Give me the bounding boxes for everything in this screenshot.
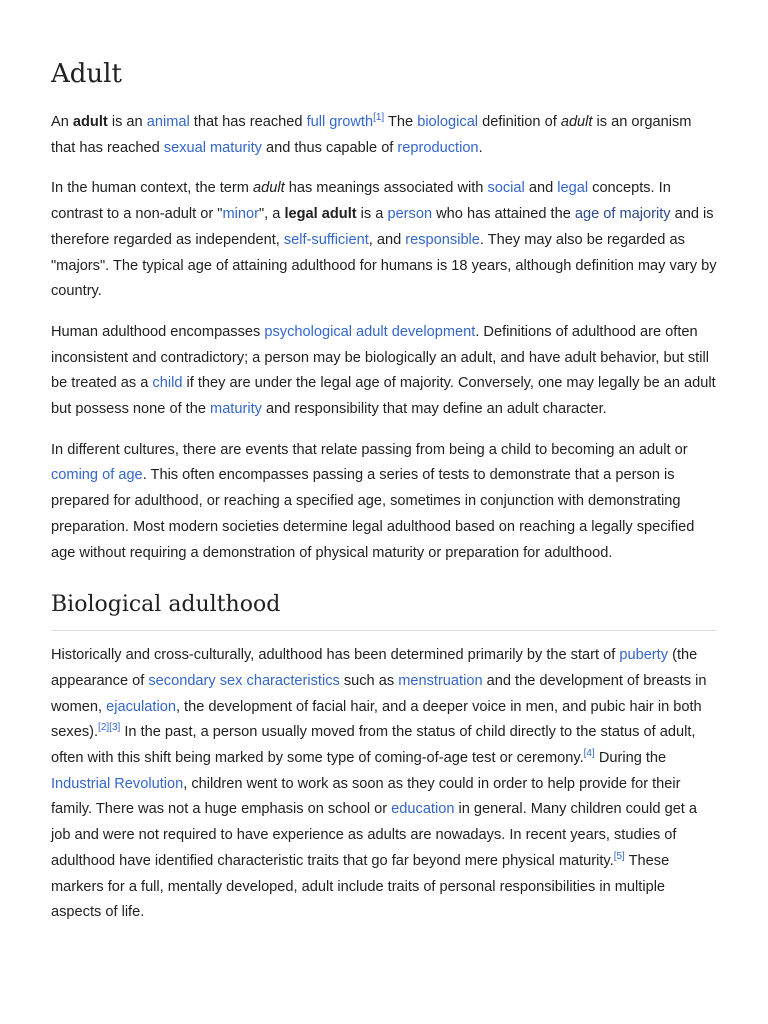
reference-1[interactable]: [1]	[373, 112, 385, 124]
link-coming-of-age[interactable]: coming of age	[51, 467, 143, 484]
page-title: Adult	[51, 59, 122, 89]
link-child[interactable]: child	[152, 375, 183, 392]
intro-paragraph-3: Human adulthood encompasses psychological adult development. Definitions of adulthood are often inconsistent and contradictory; a person may be biologically an adult, and have adult behavior, but still be treated as a child if they are under the legal age of majority. Conversely, one may legally be an adult but possess none of the maturity and responsibility that may define an adult character.	[51, 323, 716, 418]
section-heading: Biological adulthood	[51, 590, 717, 631]
intro-paragraph-4: In different cultures, there are events that relate passing from being a child to becoming an adult or coming of age. This often encompasses passing a series of tests to demonstrate that a person is prepared for adulthood, or reaching a specified age, sometimes in conjunction with demonstrating preparation. Most modern societies determine legal adulthood based on reaching a legally specified age without requiring a demonstration of physical maturity or preparation for adulthood.	[51, 441, 695, 561]
section-paragraph-1: Historically and cross-culturally, adulthood has been determined primarily by the start of puberty (the appearance of secondary sex characteristics such as menstruation and the development of breasts in women, ejaculation, the development of facial hair, and a deeper voice in men, and pubic hair in both sexes).[2][3] In the past, a person usually moved from the status of child directly to the status of adult, often with this shift being marked by some type of coming-of-age test or ceremony.[4] During the Industrial Revolution, children went to work as soon as they could in order to help provide for their family. There was not a huge emphasis on school or education in general. Many children could get a job and were not required to have experience as adults are nowadays. In recent years, studies of adulthood have identified characteristic traits that go far beyond mere physical maturity.[5] These markers for a full, mentally developed, adult include traits of personal responsibilities in multiple aspects of life.	[51, 647, 707, 921]
italic-term-adult: adult	[253, 180, 285, 197]
reference-3[interactable]: [3]	[109, 722, 121, 734]
intro-paragraph-2: In the human context, the term adult has meanings associated with social and legal concepts. In contrast to a non-adult or "minor", a legal adult is a person who has attained the age of majority and is therefore regarded as independent, self-sufficient, and responsible. They may also be regarded as "majors". The typical age of attaining adulthood for humans is 18 years, although definition may vary by country.	[51, 180, 717, 300]
link-ejaculation[interactable]: ejaculation	[106, 698, 176, 715]
bold-term-legal-adult: legal adult	[284, 206, 357, 223]
link-secondary-sex-characteristics[interactable]: secondary sex characteristics	[148, 672, 340, 689]
bold-term-adult: adult	[72, 114, 108, 130]
reference-5[interactable]: [5]	[613, 851, 625, 863]
link-sexual-maturity[interactable]: sexual maturity	[163, 139, 262, 156]
link-reproduction[interactable]: reproduction	[397, 139, 479, 156]
link-responsible[interactable]: responsible	[405, 231, 480, 248]
link-minor[interactable]: minor	[222, 206, 259, 223]
link-maturity[interactable]: maturity	[210, 401, 262, 418]
section-biological-adulthood	[51, 590, 717, 926]
link-full-growth[interactable]: full growth	[306, 114, 374, 130]
intro-paragraph-1: An adult is an animal that has reached full growth[1] The biological definition of adult is an organism that has reached sexual maturity and thus capable of reproduction.	[51, 112, 692, 156]
link-legal[interactable]: legal	[557, 180, 589, 197]
link-age-of-majority[interactable]: age of majority	[574, 206, 671, 223]
link-self-sufficient[interactable]: self-sufficient	[283, 231, 369, 248]
link-education[interactable]: education	[391, 801, 455, 818]
link-social[interactable]: social	[487, 180, 525, 197]
reference-4[interactable]: [4]	[583, 748, 595, 760]
italic-term-adult: adult	[560, 114, 593, 130]
link-person[interactable]: person	[387, 206, 433, 223]
reference-2[interactable]: [2]	[98, 722, 110, 734]
link-animal[interactable]: animal	[146, 114, 190, 130]
link-psychological-adult-development[interactable]: psychological adult development	[264, 323, 476, 340]
link-menstruation[interactable]: menstruation	[398, 672, 483, 689]
link-industrial-revolution[interactable]: Industrial Revolution	[51, 775, 184, 792]
link-puberty[interactable]: puberty	[619, 647, 669, 664]
link-biological[interactable]: biological	[417, 114, 479, 130]
